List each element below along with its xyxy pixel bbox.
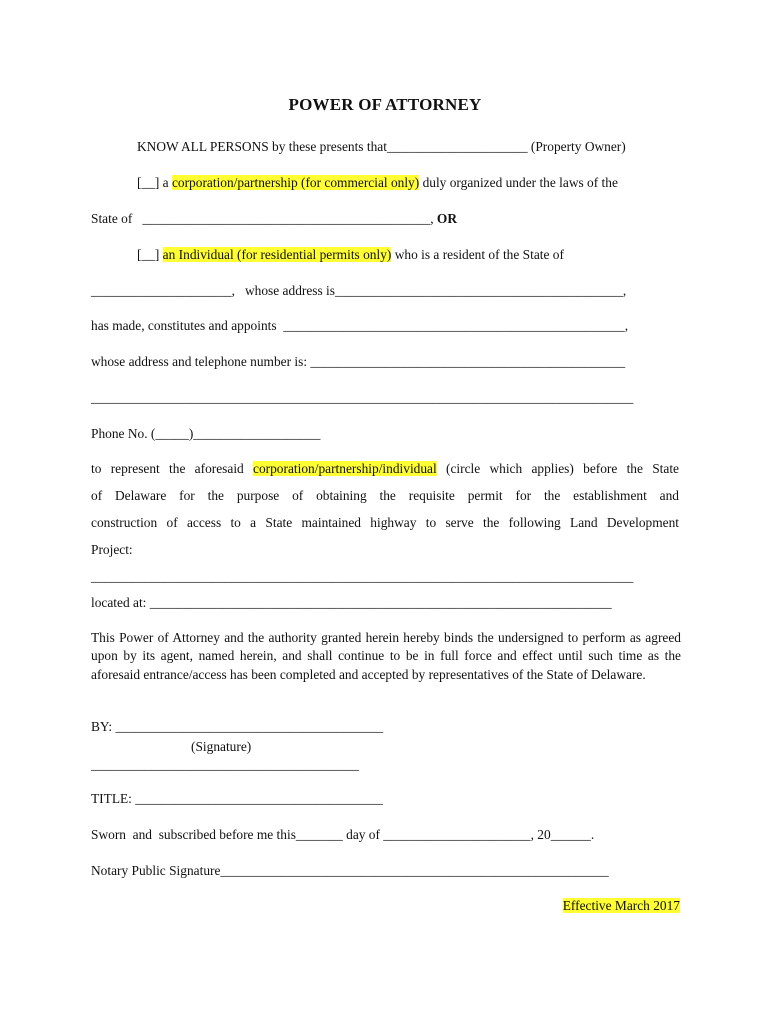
document-title: POWER OF ATTORNEY xyxy=(288,95,482,114)
signature-label: (Signature) xyxy=(191,739,252,754)
represent-prefix: to represent the aforesaid xyxy=(91,461,254,476)
sworn-line: Sworn and subscribed before me this_______ day of ______________________, 20______. xyxy=(91,827,595,842)
individual-highlight: an Individual (for residential permits only) xyxy=(162,247,392,262)
represent-suffix: (circle which applies) before the State xyxy=(436,461,679,476)
state-of-text: State of ___________________________________________, xyxy=(91,211,437,226)
corporation-option-line xyxy=(137,174,618,192)
located-at-line: located at: _____________________________________________________________________ xyxy=(91,595,612,610)
signature-name-line: ________________________________________ xyxy=(91,757,359,772)
address-telephone-line: whose address and telephone number is: _______________________________________________ xyxy=(91,354,626,369)
individual-option-line xyxy=(137,246,564,264)
represent-line-2: of Delaware for the purpose of obtaining the requisite permit for the establishment and xyxy=(91,488,679,503)
represent-line-1 xyxy=(91,460,679,478)
or-text: OR xyxy=(436,211,458,226)
corporation-suffix: duly organized under the laws of the xyxy=(419,175,618,190)
notary-signature-line: Notary Public Signature__________________________________________________________ xyxy=(91,863,609,878)
corporation-checkbox-text: [__] a xyxy=(137,175,172,190)
whose-address-line: _____________________, whose address is___________________________________________, xyxy=(91,283,627,298)
appoints-line: has made, constitutes and appoints ___________________________________________________, xyxy=(91,318,629,333)
state-of-line xyxy=(91,210,457,228)
title-line: TITLE: _____________________________________ xyxy=(91,791,383,806)
individual-suffix: who is a resident of the State of xyxy=(391,247,564,262)
effective-date xyxy=(563,897,680,915)
corporation-highlight: corporation/partnership (for commercial only) xyxy=(171,175,420,190)
entity-type-highlight: corporation/partnership/individual xyxy=(253,461,437,476)
know-all-persons-line: KNOW ALL PERSONS by these presents that_____________________ (Property Owner) xyxy=(137,139,626,154)
effective-date-highlight: Effective March 2017 xyxy=(562,898,680,913)
project-label: Project: xyxy=(91,542,133,557)
represent-line-3: construction of access to a State maintained highway to serve the following Land Development xyxy=(91,515,679,530)
by-signature-line: BY: ________________________________________ xyxy=(91,719,384,734)
authority-paragraph: This Power of Attorney and the authority granted herein hereby binds the undersigned to perform as agreed upon by its agent, named herein, and shall continue to be in full force and effect until such time as the aforesaid entrance/access has been completed and accepted by representatives of the State of Delaware. xyxy=(91,630,681,682)
project-blank-line: _________________________________________________________________________________ xyxy=(91,569,634,584)
individual-checkbox-text: [__] xyxy=(137,247,163,262)
phone-line: Phone No. (_____)___________________ xyxy=(91,426,321,441)
blank-line-1: _________________________________________________________________________________ xyxy=(91,390,634,405)
